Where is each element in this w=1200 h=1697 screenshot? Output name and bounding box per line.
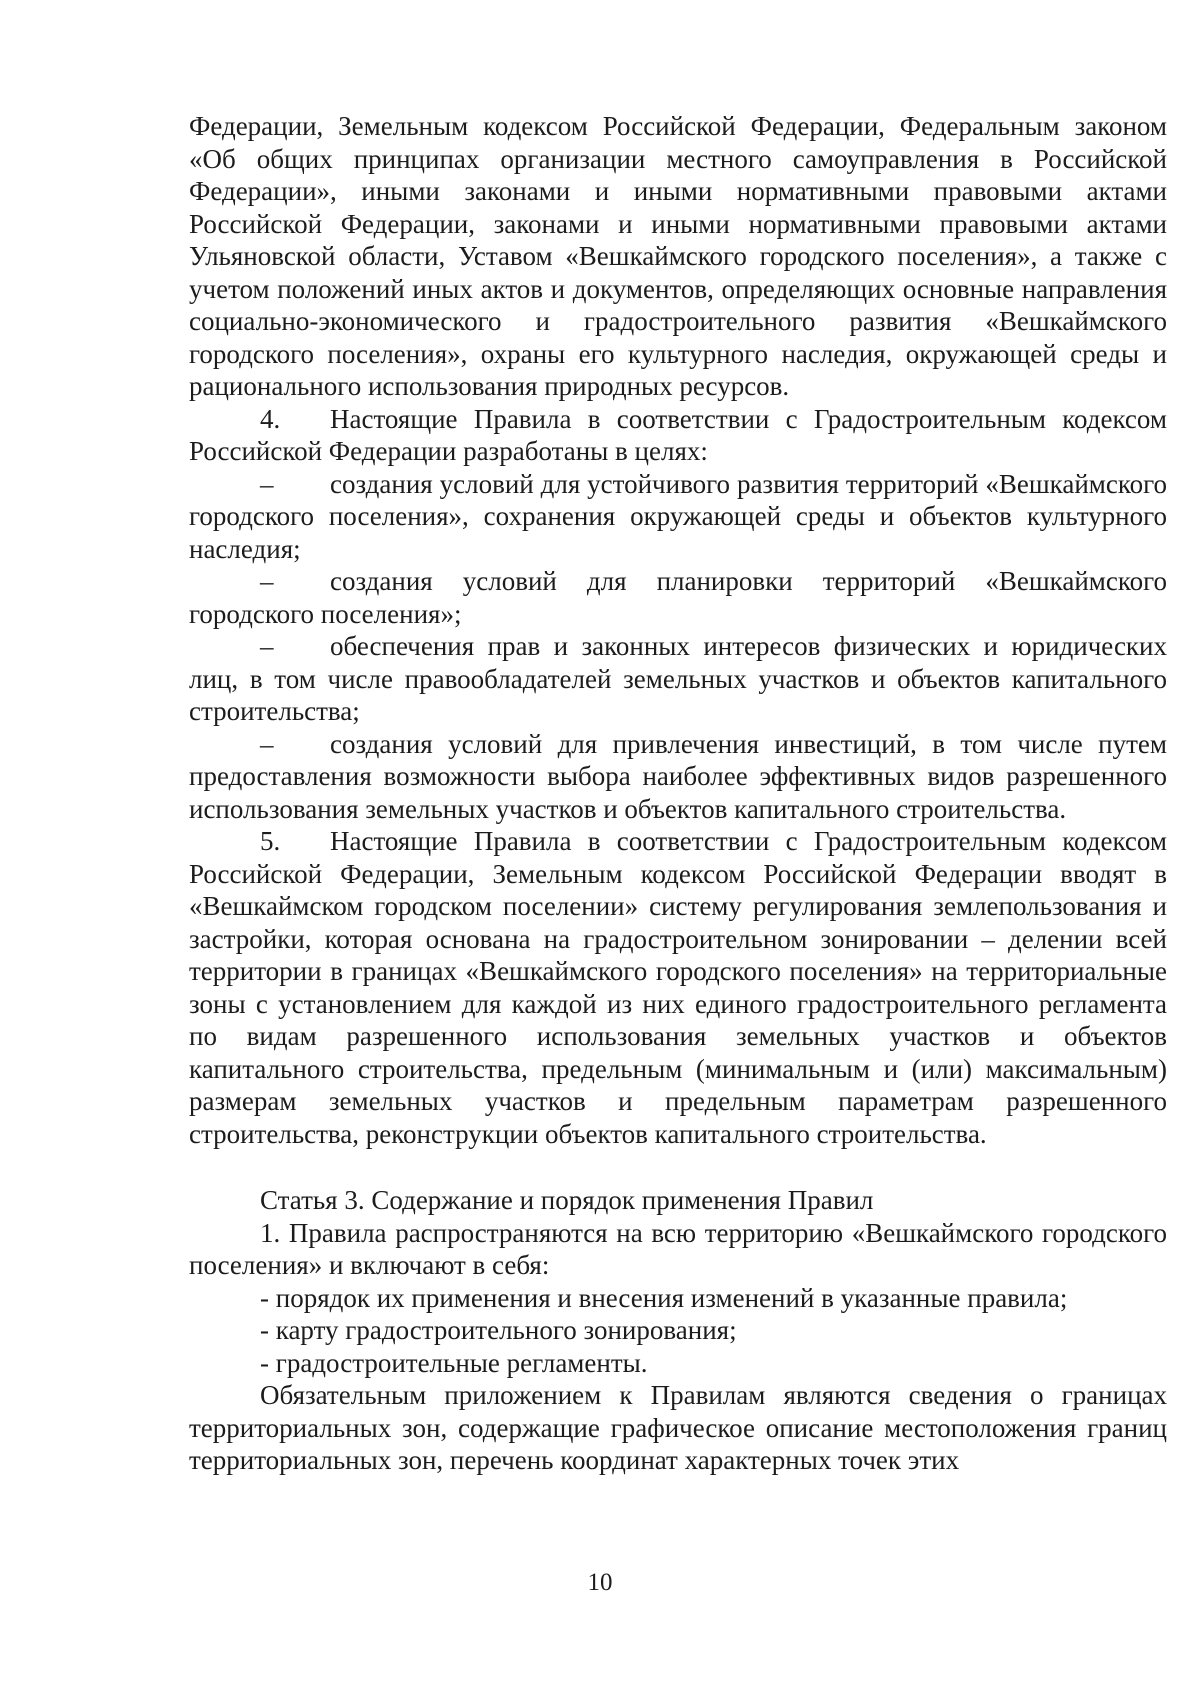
paragraph-item-5 — [189, 825, 1167, 1150]
item-5-number: 5. — [260, 826, 281, 856]
dash-mark: – — [260, 468, 274, 499]
dash-mark: – — [260, 631, 274, 661]
item-5-text: Настоящие Правила в соответствии с Градостроительным кодексом Российской Федерации, Земельным кодексом Российской Федерации вводят в «Вешкаймском городском поселении» систему регулирования землепользования и застройки, которая основана на градостроительном зонировании – делении всей территории в границах «Вешкаймского городского поселения» на территориальные зоны с установлением для каждой из них единого градостроительного регламента по видам разрешенного использования земельных участков и объектов капитального строительства, предельным (минимальным и (или) максимальным) размерам земельных участков и предельным параметрам разрешенного строительства, реконструкции объектов капитального строительства. — [189, 826, 1167, 1149]
article-3-heading: Статья 3. Содержание и порядок применения Правил — [260, 1185, 874, 1215]
paragraph-intro: Федерации, Земельным кодексом Российской Федерации, Федеральным законом «Об общих принципах организации местного самоуправления в Российской Федерации», иными законами и иными нормативными правовыми актами Российской Федерации, законами и иными нормативными правовыми актами Ульяновской области, Уставом «Вешкаймского городского поселения», а также с учетом положений иных актов и документов, определяющих основные направления социально-экономического и градостроительного развития «Вешкаймского городского поселения», охраны его культурного наследия, окружающей среды и рационального использования природных ресурсов. — [189, 111, 1167, 401]
goal-item-3-text: обеспечения прав и законных интересов физических и юридических лиц, в том числе правообладателей земельных участков и объектов капитального строительства; — [189, 631, 1167, 726]
document-page — [189, 110, 1167, 1477]
goal-item-1 — [189, 468, 1167, 566]
page-number: 10 — [587, 1569, 613, 1596]
article-3-paragraph-2: Обязательным приложением к Правилам являются сведения о границах территориальных зон, содержащие графическое описание местоположения границ территориальных зон, перечень координат характерных точек этих — [189, 1380, 1167, 1475]
item-4-number: 4. — [260, 403, 281, 434]
goal-item-4-text: создания условий для привлечения инвестиций, в том числе путем предоставления возможности выбора наиболее эффективных видов разрешенного использования земельных участков и объектов капитального строительства. — [189, 728, 1167, 824]
paragraph-item-4 — [189, 403, 1167, 468]
goal-item-1-text: создания условий для устойчивого развития территорий «Вешкаймского городского поселения», сохранения окружающей среды и объектов культурного наследия; — [189, 468, 1167, 564]
goal-item-3 — [189, 630, 1167, 728]
list-item: - карту градостроительного зонирования; — [260, 1315, 737, 1345]
goal-item-4 — [189, 728, 1167, 826]
article-3-paragraph-1: 1. Правила распространяются на всю территорию «Вешкаймского городского поселения» и включают в себя: — [189, 1217, 1167, 1280]
item-4-text: Настоящие Правила в соответствии с Градостроительным кодексом Российской Федерации разработаны в целях: — [189, 403, 1167, 466]
dash-mark: – — [260, 728, 274, 759]
list-item: - порядок их применения и внесения изменений в указанные правила; — [260, 1282, 1068, 1313]
list-item: - градостроительные регламенты. — [260, 1347, 648, 1378]
goal-item-2-text: создания условий для планировки территорий «Вешкаймского городского поселения»; — [189, 566, 1167, 629]
dash-mark: – — [260, 566, 274, 596]
goal-item-2 — [189, 565, 1167, 630]
